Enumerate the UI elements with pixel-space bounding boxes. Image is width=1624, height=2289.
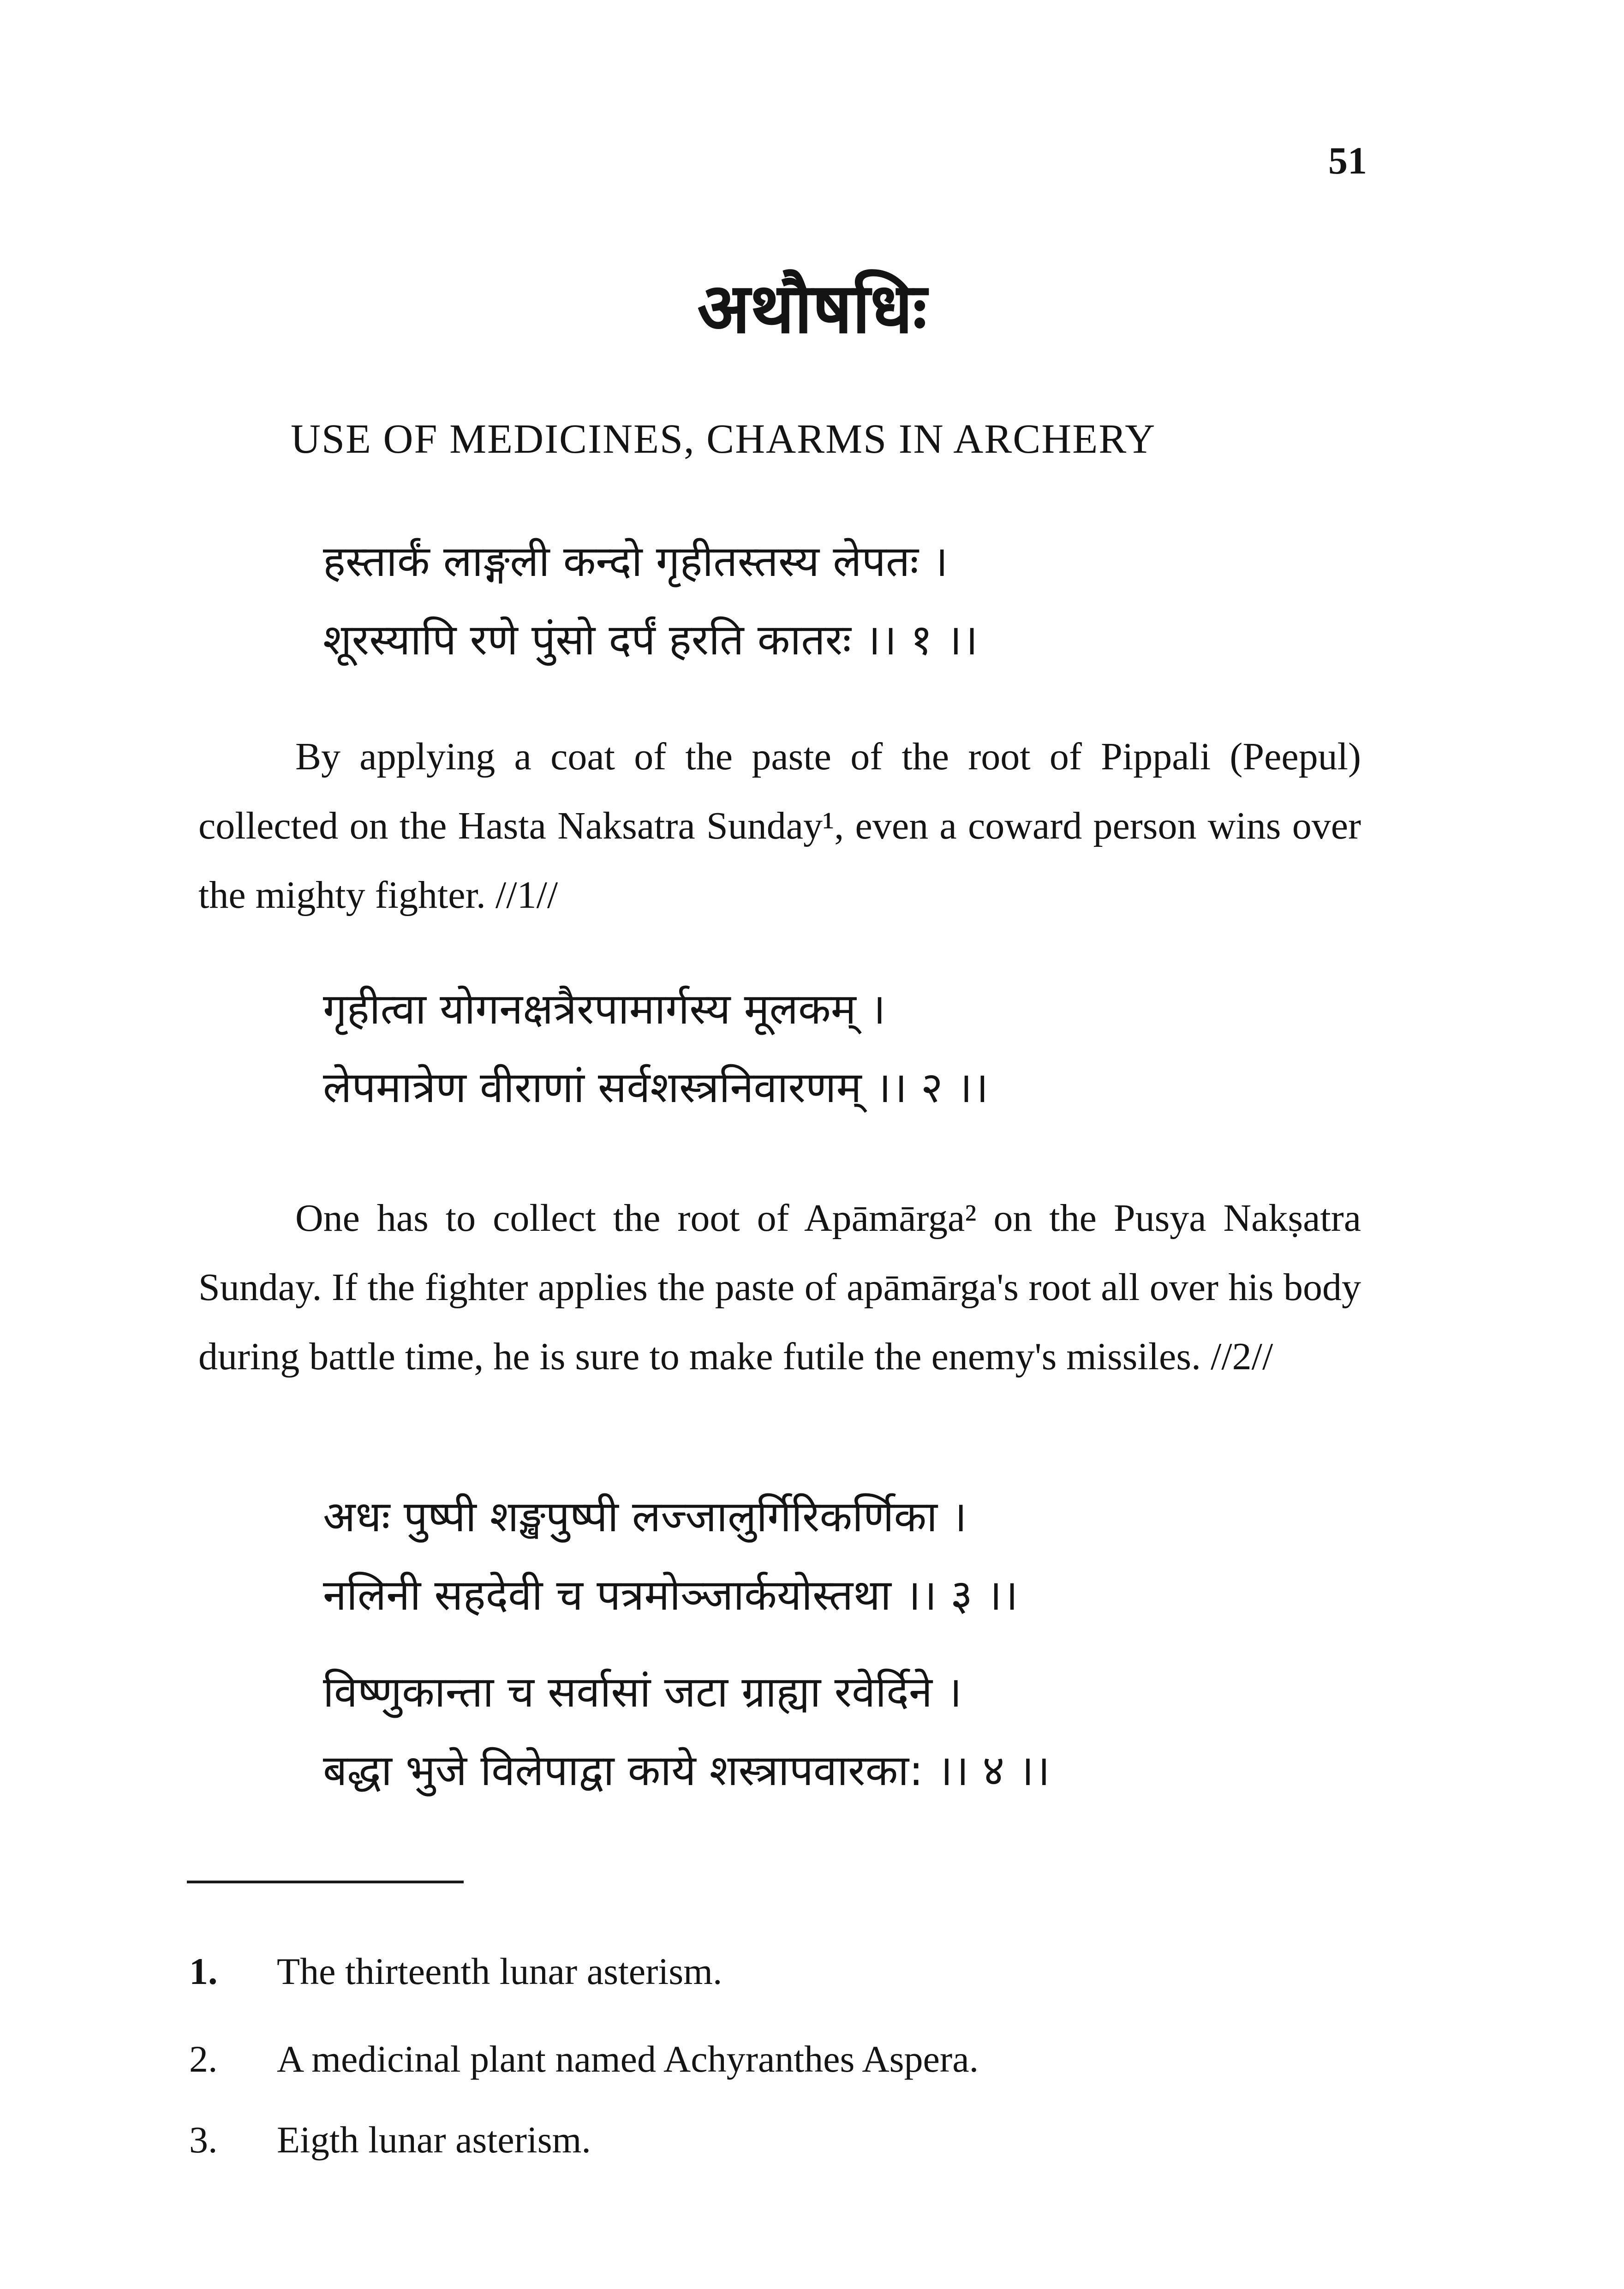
verse-3-line-2: नलिनी सहदेवी च पत्रमोञ्जार्कयोस्तथा ।। ३ ।। (323, 1570, 1018, 1620)
verse-1-line-1: हस्तार्कं लाङ्गली कन्दो गृहीतस्तस्य लेपतः । (323, 537, 949, 586)
verse-2-line-2: लेपमात्रेण वीराणां सर्वशस्त्रनिवारणम् ।। २ ।। (323, 1063, 989, 1112)
verse-3-line-1: अधः पुष्पी शङ्खपुष्पी लज्जालुर्गिरिकर्णिका । (323, 1492, 967, 1541)
footnote-2-text: A medicinal plant named Achyranthes Aspera. (277, 2038, 979, 2080)
footnote-1-number: 1. (189, 1950, 218, 1992)
footnote-3-number: 3. (189, 2119, 218, 2161)
section-heading: USE OF MEDICINES, CHARMS IN ARCHERY (291, 416, 1156, 462)
sanskrit-title: अथौषधिः (697, 269, 927, 349)
translation-paragraph-1 (198, 722, 1361, 930)
footnote-3-text: Eigth lunar asterism. (277, 2119, 591, 2161)
verse-3-line-3: विष्णुकान्ता च सर्वासां जटा ग्राह्या रवेर्दिने । (323, 1667, 962, 1717)
paragraph-text: By applying a coat of the paste of the root of Pippali (Peepul) collected on the Hasta Naksatra Sunday¹, even a coward person wins over the mighty fighter. //1// (198, 735, 1361, 917)
footnote-divider (187, 1881, 464, 1883)
paragraph-text: One has to collect the root of Apāmārga² on the Pusya Nakṣatra Sunday. If the fighter applies the paste of apāmārga's root all over his body during battle time, he is sure to make futile the enemy's missiles. //2// (198, 1197, 1361, 1378)
translation-paragraph-2 (198, 1184, 1361, 1391)
verse-3-line-4: बद्धा भुजे विलेपाद्वा काये शस्त्रापवारका: ।। ४ ।। (323, 1746, 1051, 1795)
verse-2-line-1: गृहीत्वा योगनक्षत्रैरपामार्गस्य मूलकम् । (323, 984, 886, 1034)
verse-1-line-2: शूरस्यापि रणे पुंसो दर्पं हरति कातरः ।। १ ।। (323, 615, 978, 665)
footnote-1-text: The thirteenth lunar asterism. (277, 1950, 722, 1992)
page-number: 51 (1328, 139, 1367, 182)
footnote-2-number: 2. (189, 2038, 218, 2080)
